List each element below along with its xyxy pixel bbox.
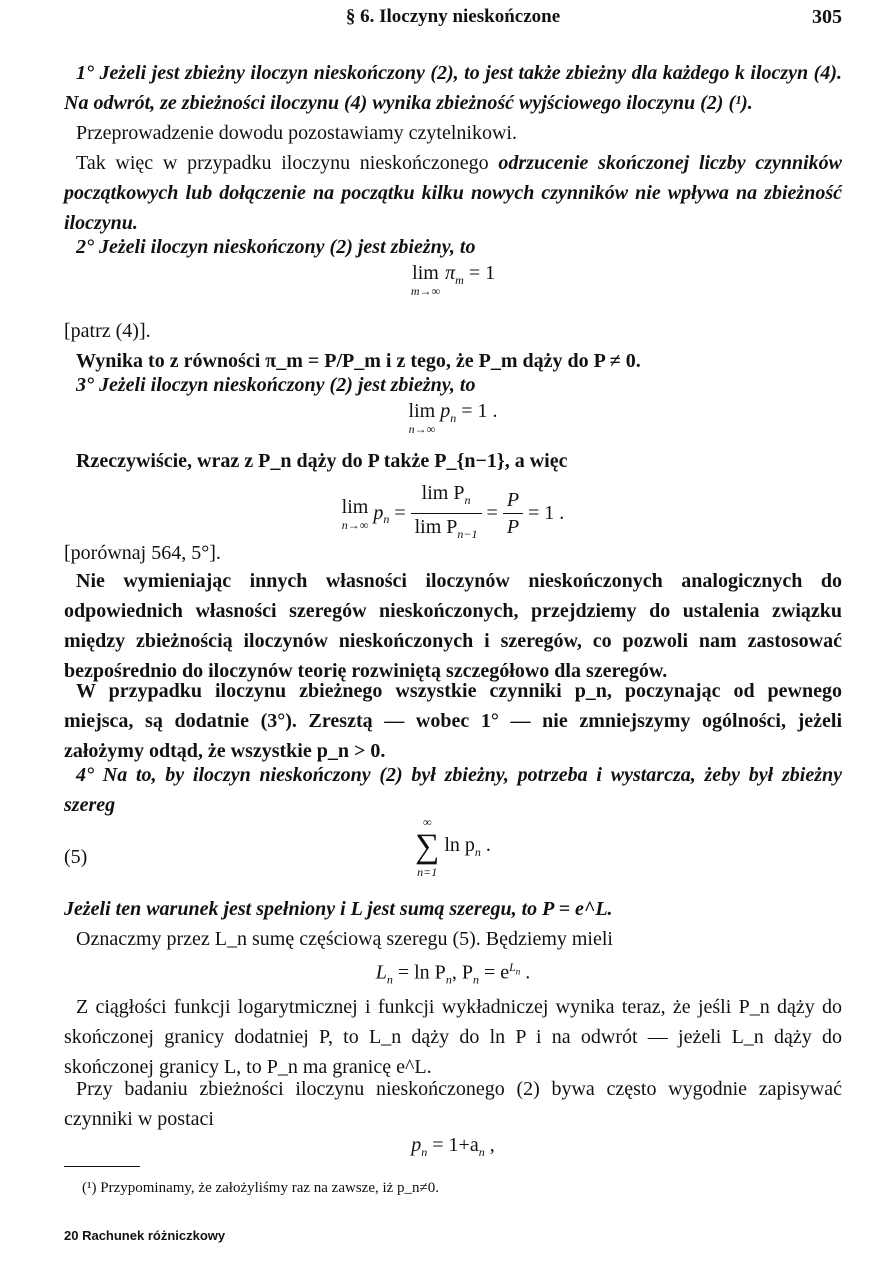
running-header bbox=[64, 6, 842, 30]
fraction-lim: $\frac{\lim P_n}{\lim P_{n-1}}$ bbox=[411, 480, 482, 547]
conclusion-paragraph bbox=[64, 148, 842, 238]
property-2-proof: Wynika to z równości π_m = P/P_m i z tego, że P_m dąży do P ≠ 0. bbox=[76, 350, 641, 372]
equation-lim-pi: lim m→∞ $\pi_m = 1$ bbox=[410, 262, 496, 298]
factor-form-paragraph: Przy badaniu zbieżności iloczynu nieskończonego (2) bywa często wygodnie zapisywać czynniki w postaci bbox=[64, 1078, 842, 1130]
lim-operator: lim n→∞ bbox=[408, 400, 436, 436]
property-1-statement: 1° Jeżeli jest zbieżny iloczyn nieskończony (2), to jest także zbieżny dla każdego k iloczyn (4). Na odwrót, ze zbieżności iloczynu (4) wynika zbieżność wyjściowego iloczynu (2) (¹). bbox=[64, 62, 842, 114]
property-4-statement: 4° Na to, by iloczyn nieskończony (2) był zbieżny, potrzeba i wystarcza, żeby był zbieżny szereg bbox=[64, 764, 842, 816]
positive-factors-paragraph: W przypadku iloczynu zbieżnego wszystkie czynniki p_n, poczynając od pewnego miejsca, są dodatnie (3°). Zresztą — wobec 1° — nie zmniejszymy ogólności, jeżeli założymy odtąd, że wszystkie p_n > 0. bbox=[64, 680, 842, 762]
property-3-statement: 3° Jeżeli iloczyn nieskończony (2) jest zbieżny, to bbox=[76, 374, 476, 396]
reference-note: [patrz (4)]. bbox=[64, 320, 151, 342]
compare-note: [porównaj 564, 5°]. bbox=[64, 542, 221, 564]
property-4-condition: Jeżeli ten warunek jest spełniony i L jest sumą szeregu, to P = e^L. bbox=[64, 898, 613, 920]
lim-operator: lim m→∞ bbox=[410, 262, 441, 298]
series-relation-paragraph: Nie wymieniając innych własności iloczynów nieskończonych analogicznych do odpowiednich własności szeregów nieskończonych, przejdziemy do ustalenia związku między zbieżnością iloczynów nieskończonych i szeregów, co pozwoli nam zastosować bezpośrednio do iloczynów teorię rozwiniętą szczegółowo dla szeregów. bbox=[64, 570, 842, 682]
lim-operator: lim n→∞ bbox=[341, 495, 369, 532]
equation-lim-p: lim n→∞ $p_n = 1$ . bbox=[408, 400, 498, 436]
fraction-p: $\frac{P}{P}$ bbox=[503, 487, 523, 540]
page-number: 305 bbox=[812, 6, 842, 28]
property-3-proof: Rzeczywiście, wraz z P_n dąży do P także P_{n−1}, a więc bbox=[76, 450, 568, 472]
footnote: (¹) Przypominamy, że założyliśmy raz na zawsze, iż p_n≠0. bbox=[82, 1180, 440, 1196]
footnote-divider bbox=[64, 1166, 140, 1167]
conclusion-text: Tak więc w przypadku iloczynu nieskończonego bbox=[76, 152, 499, 174]
equation-partial-sum: $L_n = \ln P_n$, $P_n = e^{L_n}$ . bbox=[375, 960, 531, 987]
pi-symbol: π bbox=[445, 262, 456, 284]
equation-label-5: (5) bbox=[64, 846, 88, 868]
partial-sum-intro: Oznaczmy przez L_n sumę częściową szeregu (5). Będziemy mieli bbox=[76, 928, 613, 950]
continuity-paragraph: Z ciągłości funkcji logarytmicznej i funkcji wykładniczej wynika teraz, że jeśli P_n dąży do skończonej granicy dodatniej P, to L_n dąży do ln P i na odwrót — jeżeli L_n dąży do skończonej granicy L, to P_n ma granicę e^L. bbox=[64, 996, 842, 1078]
equation-factor-form: $p_n = 1+a_n$ , bbox=[411, 1134, 495, 1159]
conclusion-italic: odrzucenie skończonej liczby czynników początkowych lub dołączenie na początku kilku nowych czynników nie wpływa na zbieżność iloczynu. bbox=[64, 152, 843, 234]
signature-mark: 20 Rachunek różniczkowy bbox=[64, 1228, 226, 1243]
proof-note: Przeprowadzenie dowodu pozostawiamy czytelnikowi. bbox=[76, 122, 517, 144]
equation-series-5: ∞ ∑ n=1 $\ln p_n$ . bbox=[415, 815, 491, 879]
property-2-statement: 2° Jeżeli iloczyn nieskończony (2) jest zbieżny, to bbox=[76, 236, 476, 258]
equation-lim-ratio: lim n→∞ $p_n$ = $\frac{\lim P_n}{\lim P_{n-1}}$ = $\frac{P}{P}$ = 1 . bbox=[64, 480, 842, 547]
section-title: § 6. Iloczyny nieskończone bbox=[345, 6, 561, 27]
sigma-symbol: ∞ ∑ n=1 bbox=[415, 815, 440, 879]
